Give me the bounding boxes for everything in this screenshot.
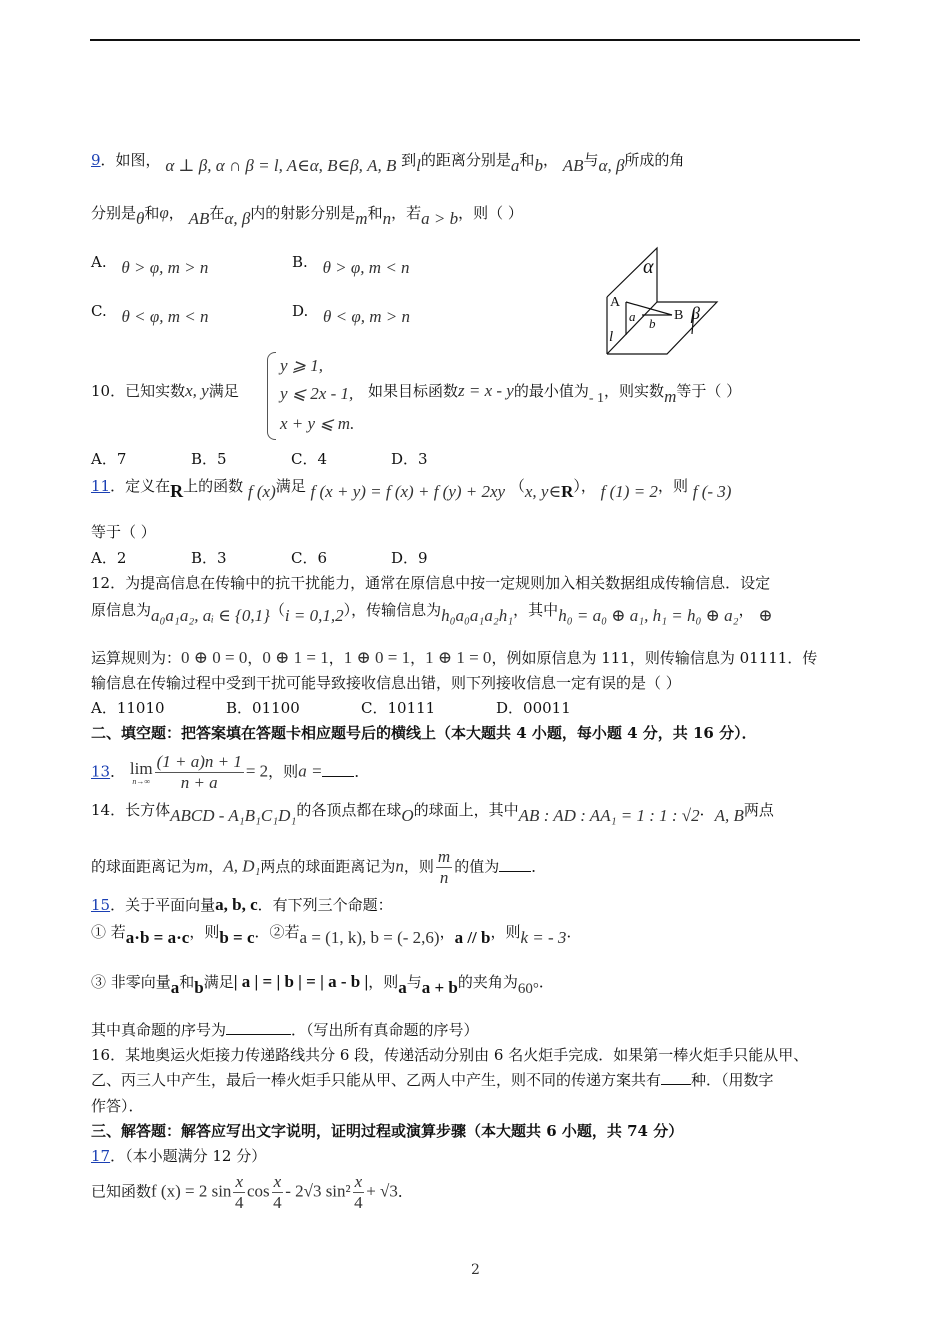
- q10-option-a[interactable]: A．7: [91, 450, 127, 468]
- q13-answer-blank[interactable]: [322, 762, 354, 777]
- q14-line1: 14．长方体ABCD - A₁B₁C₁D₁的各顶点都在球O的球面上，其中AB : AD : AA₁ = 1 : 1 : √2．A, B两点: [91, 801, 774, 825]
- q14-line2: 的球面距离记为m，A, D₁两点的球面距离记为n，则 $\frac{m}{n}$ 的值为 ．: [91, 847, 547, 887]
- q10-system-brace: [267, 352, 276, 440]
- q9-option-d[interactable]: D. θ < φ, m > n: [292, 302, 411, 326]
- q17-function: 已知函数f (x) = 2 sin $\frac{x}{4}$ cos $\frac{x}{4}$ - 2√3 sin² $\frac{x}{4}$ + √3．: [91, 1172, 413, 1212]
- q12-line1: 12．为提高信息在传输中的抗干扰能力，通常在原信息中按一定规则加入相关数据组成传输信息．设定: [91, 574, 771, 592]
- q9-planes-figure: [597, 242, 722, 357]
- q10-options: [91, 449, 428, 469]
- q16-answer-blank[interactable]: [661, 1070, 691, 1085]
- q11-option-c[interactable]: C．6: [291, 549, 328, 567]
- q15-line2: ① 若a·b = a·c，则b = c．②若a = (1, k), b = (- 2,6)，a // b，则k = - 3．: [91, 923, 582, 947]
- q14-answer-blank[interactable]: [499, 857, 531, 872]
- q10-constraint-1: y ⩾ 1,: [280, 356, 324, 375]
- q17-fraction-1: $\frac{x}{4}$: [234, 1172, 244, 1212]
- q12-line3: 运算规则为：0 ⊕ 0 = 0，0 ⊕ 1 = 1，1 ⊕ 0 = 1，1 ⊕ 1 = 0，例如原信息为 111，则传输信息为 01111．传: [91, 648, 818, 667]
- q15-line3: ③ 非零向量a和b满足| a | = | b | = | a - b |，则a与a + b的夹角为60°．: [91, 972, 554, 997]
- q9-option-c[interactable]: C. θ < φ, m < n: [91, 302, 209, 326]
- q14-fraction: $\frac{m}{n}$: [437, 847, 451, 887]
- q12-option-b[interactable]: B．01100: [226, 699, 300, 717]
- q13-limit: lim n→∞: [129, 758, 153, 786]
- point-a-label: A: [610, 295, 621, 310]
- q15-line4: 其中真命题的序号为 ．（写出所有真命题的序号）: [91, 1021, 479, 1039]
- q11-option-b[interactable]: B．3: [191, 549, 227, 567]
- q17-fraction-2: $\frac{x}{4}$: [273, 1172, 282, 1212]
- q17-fraction-3: $\frac{x}{4}$: [354, 1172, 363, 1212]
- q11-stem-line2: 等于（ ）: [91, 523, 156, 541]
- q12-line2: 原信息为a₀a₁a₂, aᵢ ∈ {0,1}（i = 0,1,2），传输信息为h₀a₀a₁a₂h₁，其中h₀ = a₀ ⊕ a₁, h₁ = h₀ ⊕ a₂， ⊕: [91, 601, 773, 625]
- section-3-heading: 三、解答题：解答应写出文字说明，证明过程或演算步骤（本大题共 6 小题，共 74 分）: [91, 1122, 684, 1140]
- q15-line1: 15．关于平面向量a, b, c．有下列三个命题：: [91, 895, 393, 914]
- q9-line2: 分别是θ和φ， AB在α, β内的射影分别是m和n，若a > b，则（ ）: [91, 203, 523, 228]
- segment-b-label: b: [649, 316, 656, 331]
- q10-stem: 10．已知实数x, y满足: [91, 381, 239, 400]
- q11-number-link[interactable]: 11: [91, 477, 111, 495]
- q13-number-link[interactable]: 13: [91, 762, 111, 781]
- q10-constraint-3: x + y ⩽ m.: [280, 414, 355, 433]
- q9-number-link[interactable]: 9: [91, 151, 101, 169]
- header-rule: [90, 39, 860, 41]
- q11-options: [91, 548, 428, 568]
- q9-line1: 9．如图， α ⊥ β, α ∩ β = l, A∈α, B∈β, A, B 到l的距离分别是a和b， AB与α, β所成的角: [91, 151, 685, 175]
- q16-line3: 作答）．: [91, 1097, 144, 1115]
- q12-option-c[interactable]: C．10111: [361, 699, 436, 717]
- segment-a-label: a: [629, 309, 636, 324]
- q16-line2: 乙、丙三人中产生，最后一棒火炬手只能从甲、乙两人中产生，则不同的传递方案共有 种．（用数字: [91, 1071, 774, 1089]
- q13-fraction: $\frac{(1 + a)n + 1}{n + a}$: [156, 752, 242, 792]
- q10-constraint-2: y ⩽ 2x - 1,: [280, 384, 354, 403]
- q9-option-b[interactable]: B. θ > φ, m < n: [292, 253, 410, 277]
- q15-answer-blank[interactable]: [226, 1020, 291, 1035]
- q15-number-link[interactable]: 15: [91, 896, 111, 914]
- line-l-label: l: [609, 329, 614, 345]
- q10-option-c[interactable]: C．4: [291, 450, 328, 468]
- q12-option-d[interactable]: D．00011: [496, 699, 571, 717]
- page-number: 2: [471, 1262, 480, 1278]
- point-b-label: B: [674, 308, 684, 323]
- q12-option-a[interactable]: A．11010: [91, 699, 165, 717]
- q17-number-link[interactable]: 17: [91, 1147, 111, 1165]
- q12-line4: 输信息在传输过程中受到干扰可能导致接收信息出错，则下列接收信息一定有误的是（ ）: [91, 674, 681, 692]
- q12-options: [91, 698, 571, 718]
- q17-header: 17．（本小题满分 12 分）: [91, 1147, 267, 1165]
- q10-stem-rest: 如果目标函数z = x - y的最小值为- 1，则实数m等于（ ）: [368, 381, 742, 406]
- q13-stem: 13． lim n→∞ $\frac{(1 + a)n + 1}{n + a}$ = 2，则a = ．: [91, 752, 370, 792]
- alpha-label: α: [643, 256, 654, 278]
- q11-option-d[interactable]: D．9: [391, 549, 428, 567]
- q10-option-d[interactable]: D．3: [391, 450, 428, 468]
- beta-label: β: [691, 303, 700, 323]
- q10-option-b[interactable]: B．5: [191, 450, 227, 468]
- q16-line1: 16．某地奥运火炬接力传递路线共分 6 段，传递活动分别由 6 名火炬手完成．如果第一棒火炬手只能从甲、: [91, 1046, 809, 1064]
- q11-stem: 11．定义在R上的函数 f (x)满足 f (x + y) = f (x) + f (y) + 2xy （x, y∈R）， f (1) = 2，则 f (- 3): [91, 477, 732, 501]
- section-2-heading: 二、填空题：把答案填在答题卡相应题号后的横线上（本大题共 4 小题，每小题 4 分，共 16 分）．: [91, 724, 757, 742]
- q11-option-a[interactable]: A．2: [91, 549, 127, 567]
- q9-option-a[interactable]: A. θ > φ, m > n: [91, 253, 209, 277]
